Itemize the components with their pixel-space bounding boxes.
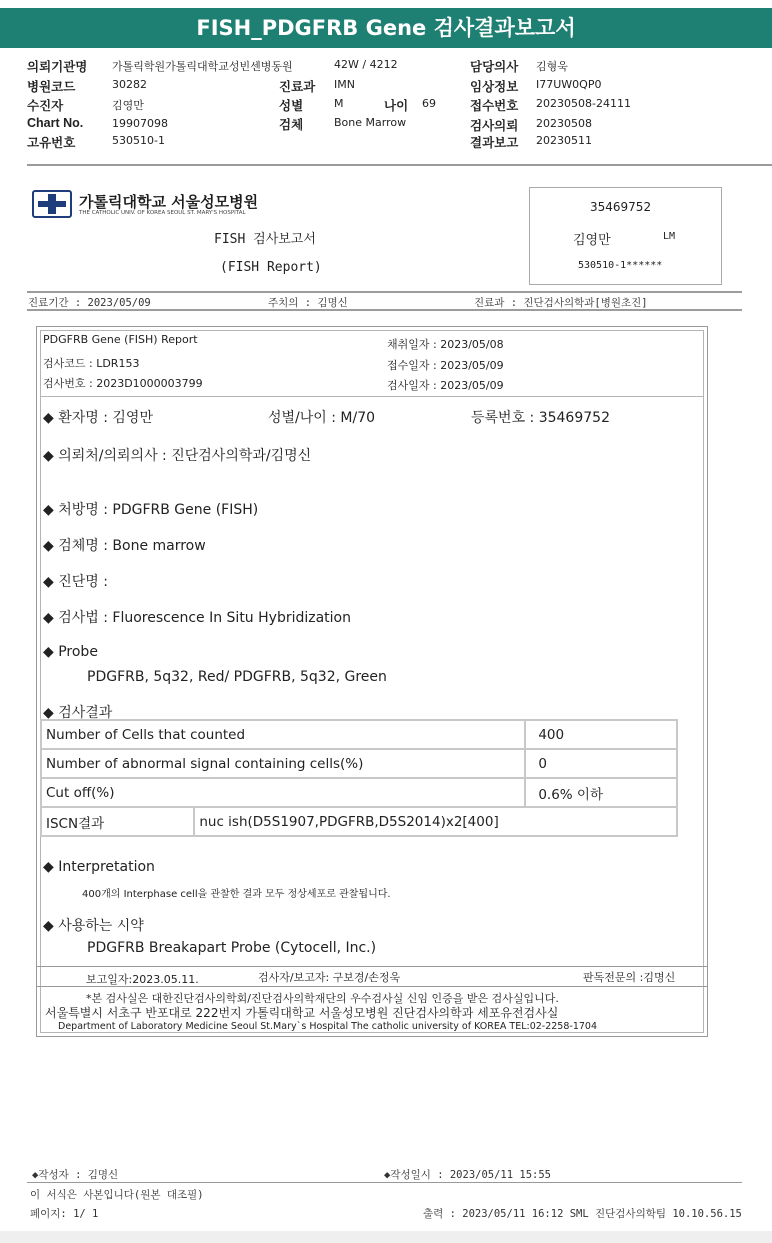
chart-no-label: Chart No. [27,116,84,130]
clinical-info-value: I77UW0QP0 [536,78,602,91]
prescription: ◆ 처방명 : PDGFRB Gene (FISH) [43,502,259,518]
iscn-label: ISCN결과 [41,807,194,836]
card-reg-no: 530510-1****** [578,260,663,271]
sex-label: 성별 [279,99,304,113]
hospital-code-value: 30282 [112,78,147,91]
copy-note: 이 서식은 사본입니다(원본 대조필) [30,1189,204,1201]
requesting-org-label: 의뢰기관명 [27,60,88,74]
ward-value: 42W / 4212 [334,58,398,71]
lab-address-en: Department of Laboratory Medicine Seoul St.Mary`s Hospital The catholic university of KOREA TEL:02-2258-1704 [58,1021,598,1032]
sex-value: M [334,97,344,110]
dept-label: 진료과 [279,80,316,94]
footer-line [27,1182,742,1183]
sheet-report-title-en: (FISH Report) [220,260,322,275]
treatment-period: 진료기간 : 2023/05/09 [28,297,151,309]
result-heading: ◆ 검사결과 [43,705,113,721]
examinee-label: 수진자 [27,99,64,113]
hospital-name-en: THE CATHOLIC UNIV. OF KOREA SEOUL ST. MARY'S HOSPITAL [79,210,246,216]
age-value: 69 [422,97,436,110]
unique-no-value: 530510-1 [112,134,165,147]
sheet-report-title: FISH 검사보고서 [214,232,316,247]
doctor-value: 김형욱 [536,60,568,73]
report-title-bar [0,8,772,48]
result-value: 400 [525,720,677,749]
result-label: Cut off(%) [41,778,525,807]
report-footer-separator [36,966,708,967]
written-at: ◆작성일시 : 2023/05/11 15:55 [384,1169,552,1181]
result-report-value: 20230511 [536,134,592,147]
clinical-info-label: 임상정보 [470,80,519,94]
report-meta-separator [40,396,704,397]
patient-reg-no: 등록번호 : 35469752 [471,410,610,426]
specimen-name: ◆ 검체명 : Bone marrow [43,538,206,554]
table-row [41,749,677,778]
hospital-logo-icon [32,190,72,218]
diagnosis: ◆ 진단명 : [43,574,108,590]
sheet-dept: 진료과 : 진단검사의학과[병원초진] [474,297,648,309]
result-value: 0.6% 이하 [525,778,677,807]
test-no: 검사번호 : 2023D1000003799 [43,377,203,390]
report-title: FISH_PDGFRB Gene 검사결과보고서 [196,16,576,40]
card-patient-id: 35469752 [590,200,652,214]
info-separator [27,164,772,166]
report-date: 보고일자:2023.05.11. [86,973,199,986]
patient-card [529,187,722,285]
interpretation-heading: ◆ Interpretation [43,859,155,875]
attending-doctor: 주치의 : 김명신 [268,297,348,309]
interpretation-text: 400개의 Interphase cell을 관찰한 결과 모두 정상세포로 관찰됩니다. [82,889,391,900]
reading-specialist: 판독전문의 :김명신 [583,971,676,984]
result-table [40,719,678,837]
test-code: 검사코드 : LDR153 [43,357,140,370]
received-date: 접수일자 : 2023/05/09 [387,359,504,372]
writer: ◆작성자 : 김명신 [32,1169,119,1181]
table-row [41,778,677,807]
report-name: PDGFRB Gene (FISH) Report [43,333,198,346]
sheet-header-line-bottom [27,309,742,311]
page-bottom-strip [0,1231,772,1243]
result-report-label: 결과보고 [470,136,519,150]
referrer: ◆ 의뢰처/의뢰의사 : 진단검사의학과/김명신 [43,448,312,464]
reagent-value: PDGFRB Breakapart Probe (Cytocell, Inc.) [87,940,377,956]
specimen-label: 검체 [279,118,304,132]
card-flag: LM [663,231,676,242]
printed-info: 출력 : 2023/05/11 16:12 SML 진단검사의학팀 10.10.56.15 [423,1208,742,1220]
table-row [41,807,677,836]
tested-date: 검사일자 : 2023/05/09 [387,379,504,392]
reagent-heading: ◆ 사용하는 시약 [43,918,144,934]
unique-no-label: 고유번호 [27,136,76,150]
certification-note: *본 검사실은 대한진단검사의학회/진단검사의학재단의 우수검사실 신임 인증을 받은 검사실입니다. [86,992,559,1005]
report-footer-separator-2 [36,986,708,987]
card-patient-name: 김영만 [573,233,611,248]
sheet-header-line [27,291,742,293]
iscn-value: nuc ish(D5S1907,PDGFRB,D5S2014)x2[400] [194,807,677,836]
probe-value: PDGFRB, 5q32, Red/ PDGFRB, 5q32, Green [87,669,387,685]
age-label: 나이 [384,99,409,113]
patient-sex-age: 성별/나이 : M/70 [268,410,376,426]
test-method: ◆ 검사법 : Fluorescence In Situ Hybridization [43,610,351,626]
chart-no-value: 19907098 [112,117,168,130]
hospital-code-label: 병원코드 [27,80,76,94]
dept-value: IMN [334,78,355,91]
patient-name: ◆ 환자명 : 김영만 [43,410,153,426]
result-label: Number of Cells that counted [41,720,525,749]
examiners: 검사자/보고자: 구보경/손정욱 [258,971,401,984]
examinee-value: 김영만 [112,99,144,112]
page-number: 페이지: 1/ 1 [30,1208,99,1220]
result-value: 0 [525,749,677,778]
table-row [41,720,677,749]
probe-heading: ◆ Probe [43,644,98,660]
result-label: Number of abnormal signal containing cells(%) [41,749,525,778]
collected-date: 채취일자 : 2023/05/08 [387,338,504,351]
lab-address: 서울특별시 서초구 반포대로 222번지 가톨릭대학교 서울성모병원 진단검사의학과 세포유전검사실 [45,1006,559,1020]
request-date-value: 20230508 [536,117,592,130]
receipt-no-value: 20230508-24111 [536,97,631,110]
receipt-no-label: 접수번호 [470,99,519,113]
specimen-value: Bone Marrow [334,116,407,129]
requesting-org-value: 가톨릭학원가톨릭대학교성빈센병동원 [112,60,293,73]
hospital-name: 가톨릭대학교 서울성모병원 [79,193,259,211]
doctor-label: 담당의사 [470,60,519,74]
request-date-label: 검사의뢰 [470,119,519,133]
